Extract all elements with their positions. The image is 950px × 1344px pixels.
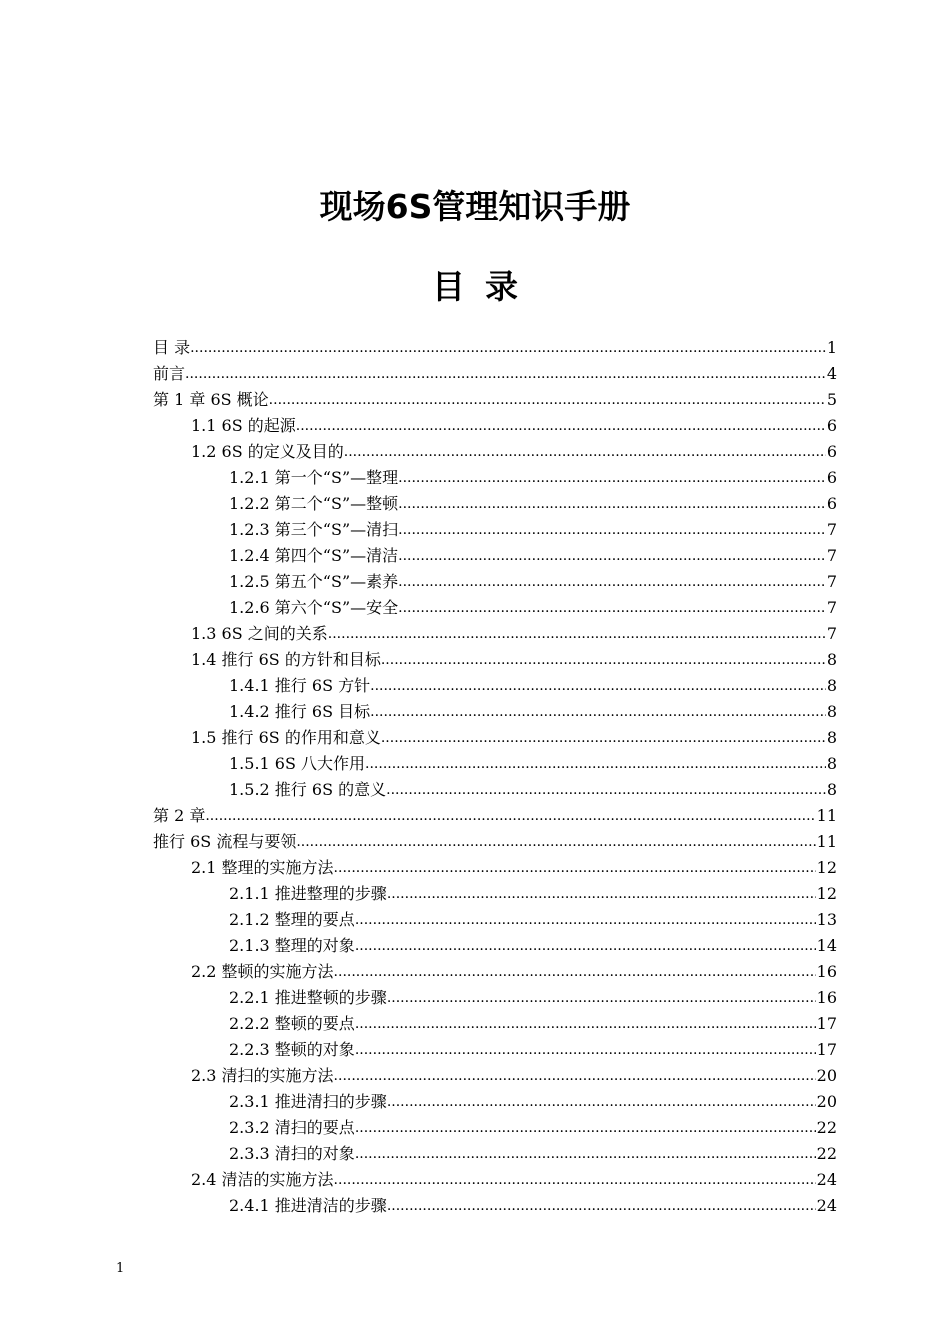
toc-entry[interactable] <box>153 413 837 439</box>
toc-entry-label: 推行 6S 流程与要领 <box>153 832 297 851</box>
toc-entry-label: 第 2 章 <box>153 806 206 825</box>
toc-entry[interactable] <box>153 1141 837 1167</box>
toc-entry-label: 2.4 清洁的实施方法 <box>191 1170 334 1189</box>
toc-entry-page: 11 <box>816 832 837 851</box>
toc-entry-label: 2.3.1 推进清扫的步骤 <box>229 1092 387 1111</box>
toc-entry-page: 7 <box>826 546 837 565</box>
toc-entry[interactable] <box>153 569 837 595</box>
toc-entry-page: 8 <box>826 728 837 747</box>
toc-entry-page: 8 <box>826 702 837 721</box>
toc-entry-label: 2.1 整理的实施方法 <box>191 858 334 877</box>
toc-dot-leader <box>370 699 826 725</box>
toc-entry-page: 1 <box>826 338 837 357</box>
toc-dot-leader <box>387 1193 816 1219</box>
toc-entry[interactable] <box>153 387 837 413</box>
toc-entry-label: 2.2.3 整顿的对象 <box>229 1040 355 1059</box>
toc-dot-leader <box>296 413 826 439</box>
toc-entry-label: 第 1 章 6S 概论 <box>153 390 269 409</box>
toc-entry[interactable] <box>153 751 837 777</box>
toc-entry[interactable] <box>153 1115 837 1141</box>
table-of-contents <box>153 335 837 1219</box>
toc-entry-page: 8 <box>826 650 837 669</box>
toc-entry-page: 13 <box>816 910 837 929</box>
toc-entry-page: 7 <box>826 624 837 643</box>
toc-entry[interactable] <box>153 595 837 621</box>
toc-entry[interactable] <box>153 673 837 699</box>
toc-entry-label: 目 录 <box>153 338 191 357</box>
toc-dot-leader <box>355 1037 816 1063</box>
toc-dot-leader <box>355 1115 816 1141</box>
toc-dot-leader <box>355 907 816 933</box>
toc-entry[interactable] <box>153 855 837 881</box>
toc-dot-leader <box>355 1141 816 1167</box>
toc-entry[interactable] <box>153 335 837 361</box>
toc-dot-leader <box>296 829 815 855</box>
toc-entry[interactable] <box>153 1089 837 1115</box>
toc-entry-label: 2.3.2 清扫的要点 <box>229 1118 355 1137</box>
toc-dot-leader <box>190 335 826 361</box>
toc-entry[interactable] <box>153 1063 837 1089</box>
toc-entry-label: 2.3 清扫的实施方法 <box>191 1066 334 1085</box>
toc-entry-label: 2.1.1 推进整理的步骤 <box>229 884 387 903</box>
toc-entry-page: 20 <box>816 1066 837 1085</box>
toc-entry-label: 1.4.1 推行 6S 方针 <box>229 676 371 695</box>
document-title: 现场6S管理知识手册 <box>319 187 631 226</box>
toc-entry[interactable] <box>153 725 837 751</box>
toc-entry-label: 1.2.4 第四个“S”—清洁 <box>229 546 399 565</box>
toc-entry-label: 2.2.2 整顿的要点 <box>229 1014 355 1033</box>
toc-entry-page: 8 <box>826 754 837 773</box>
toc-dot-leader <box>398 569 826 595</box>
toc-entry-label: 1.5.2 推行 6S 的意义 <box>229 780 387 799</box>
toc-dot-leader <box>185 361 826 387</box>
toc-entry-label: 1.2 6S 的定义及目的 <box>191 442 344 461</box>
toc-entry-page: 6 <box>826 468 837 487</box>
toc-entry[interactable] <box>153 777 837 803</box>
toc-entry[interactable] <box>153 543 837 569</box>
toc-entry-page: 8 <box>826 676 837 695</box>
toc-entry-page: 6 <box>826 416 837 435</box>
toc-entry[interactable] <box>153 959 837 985</box>
toc-dot-leader <box>328 621 826 647</box>
toc-entry-page: 5 <box>826 390 837 409</box>
toc-entry[interactable] <box>153 621 837 647</box>
toc-entry-label: 2.3.3 清扫的对象 <box>229 1144 355 1163</box>
page-number: 1 <box>116 1261 125 1276</box>
toc-entry-label: 2.2.1 推进整顿的步骤 <box>229 988 387 1007</box>
toc-entry-page: 22 <box>816 1118 837 1137</box>
toc-entry-page: 11 <box>816 806 837 825</box>
toc-entry-label: 2.4.1 推进清洁的步骤 <box>229 1196 387 1215</box>
toc-dot-leader <box>381 647 826 673</box>
toc-dot-leader <box>387 881 816 907</box>
toc-entry-page: 12 <box>816 858 837 877</box>
toc-dot-leader <box>387 1089 816 1115</box>
toc-dot-leader <box>387 985 816 1011</box>
toc-entry-page: 17 <box>816 1014 837 1033</box>
toc-entry[interactable] <box>153 1167 837 1193</box>
toc-entry[interactable] <box>153 517 837 543</box>
toc-entry-page: 4 <box>826 364 837 383</box>
toc-entry[interactable] <box>153 933 837 959</box>
toc-dot-leader <box>398 465 826 491</box>
toc-dot-leader <box>205 803 815 829</box>
toc-entry-label: 2.1.2 整理的要点 <box>229 910 355 929</box>
toc-entry[interactable] <box>153 985 837 1011</box>
toc-entry-page: 6 <box>826 442 837 461</box>
toc-entry-label: 1.2.5 第五个“S”—素养 <box>229 572 399 591</box>
toc-entry-label: 前言 <box>153 364 186 383</box>
toc-dot-leader <box>398 517 826 543</box>
toc-entry[interactable] <box>153 361 837 387</box>
toc-dot-leader <box>355 1011 816 1037</box>
toc-dot-leader <box>334 959 816 985</box>
toc-dot-leader <box>398 595 826 621</box>
toc-dot-leader <box>344 439 826 465</box>
toc-entry[interactable] <box>153 491 837 517</box>
toc-dot-leader <box>334 855 816 881</box>
toc-entry-label: 2.1.3 整理的对象 <box>229 936 355 955</box>
toc-dot-leader <box>334 1167 816 1193</box>
toc-entry-label: 1.5.1 6S 八大作用 <box>229 754 366 773</box>
toc-heading: 目录 <box>432 267 538 306</box>
toc-entry-page: 22 <box>816 1144 837 1163</box>
toc-entry-label: 1.3 6S 之间的关系 <box>191 624 328 643</box>
toc-entry[interactable] <box>153 699 837 725</box>
toc-dot-leader <box>370 673 826 699</box>
toc-dot-leader <box>355 933 816 959</box>
toc-dot-leader <box>269 387 826 413</box>
toc-entry[interactable] <box>153 907 837 933</box>
toc-entry-page: 7 <box>826 572 837 591</box>
toc-dot-leader <box>398 491 826 517</box>
toc-dot-leader <box>398 543 826 569</box>
toc-entry-page: 24 <box>816 1196 837 1215</box>
toc-entry-page: 17 <box>816 1040 837 1059</box>
toc-entry[interactable] <box>153 1037 837 1063</box>
toc-dot-leader <box>334 1063 816 1089</box>
toc-entry-page: 8 <box>826 780 837 799</box>
toc-entry[interactable] <box>153 439 837 465</box>
toc-entry-page: 7 <box>826 598 837 617</box>
toc-entry-label: 2.2 整顿的实施方法 <box>191 962 334 981</box>
toc-entry[interactable] <box>153 465 837 491</box>
toc-entry[interactable] <box>153 647 837 673</box>
toc-entry[interactable] <box>153 829 837 855</box>
toc-entry-label: 1.2.1 第一个“S”—整理 <box>229 468 399 487</box>
toc-entry-page: 14 <box>816 936 837 955</box>
toc-entry-page: 16 <box>816 962 837 981</box>
toc-entry-label: 1.2.3 第三个“S”—清扫 <box>229 520 399 539</box>
toc-entry[interactable] <box>153 881 837 907</box>
toc-dot-leader <box>365 751 826 777</box>
toc-entry-page: 6 <box>826 494 837 513</box>
toc-entry[interactable] <box>153 1011 837 1037</box>
toc-entry[interactable] <box>153 803 837 829</box>
toc-entry-page: 24 <box>816 1170 837 1189</box>
toc-dot-leader <box>386 777 826 803</box>
toc-entry-label: 1.4 推行 6S 的方针和目标 <box>191 650 381 669</box>
toc-entry-label: 1.1 6S 的起源 <box>191 416 296 435</box>
toc-entry[interactable] <box>153 1193 837 1219</box>
toc-entry-label: 1.4.2 推行 6S 目标 <box>229 702 371 721</box>
toc-entry-page: 12 <box>816 884 837 903</box>
toc-entry-page: 7 <box>826 520 837 539</box>
toc-entry-label: 1.2.2 第二个“S”—整顿 <box>229 494 399 513</box>
toc-entry-page: 20 <box>816 1092 837 1111</box>
toc-entry-label: 1.5 推行 6S 的作用和意义 <box>191 728 381 747</box>
toc-entry-page: 16 <box>816 988 837 1007</box>
toc-dot-leader <box>381 725 826 751</box>
toc-entry-label: 1.2.6 第六个“S”—安全 <box>229 598 399 617</box>
